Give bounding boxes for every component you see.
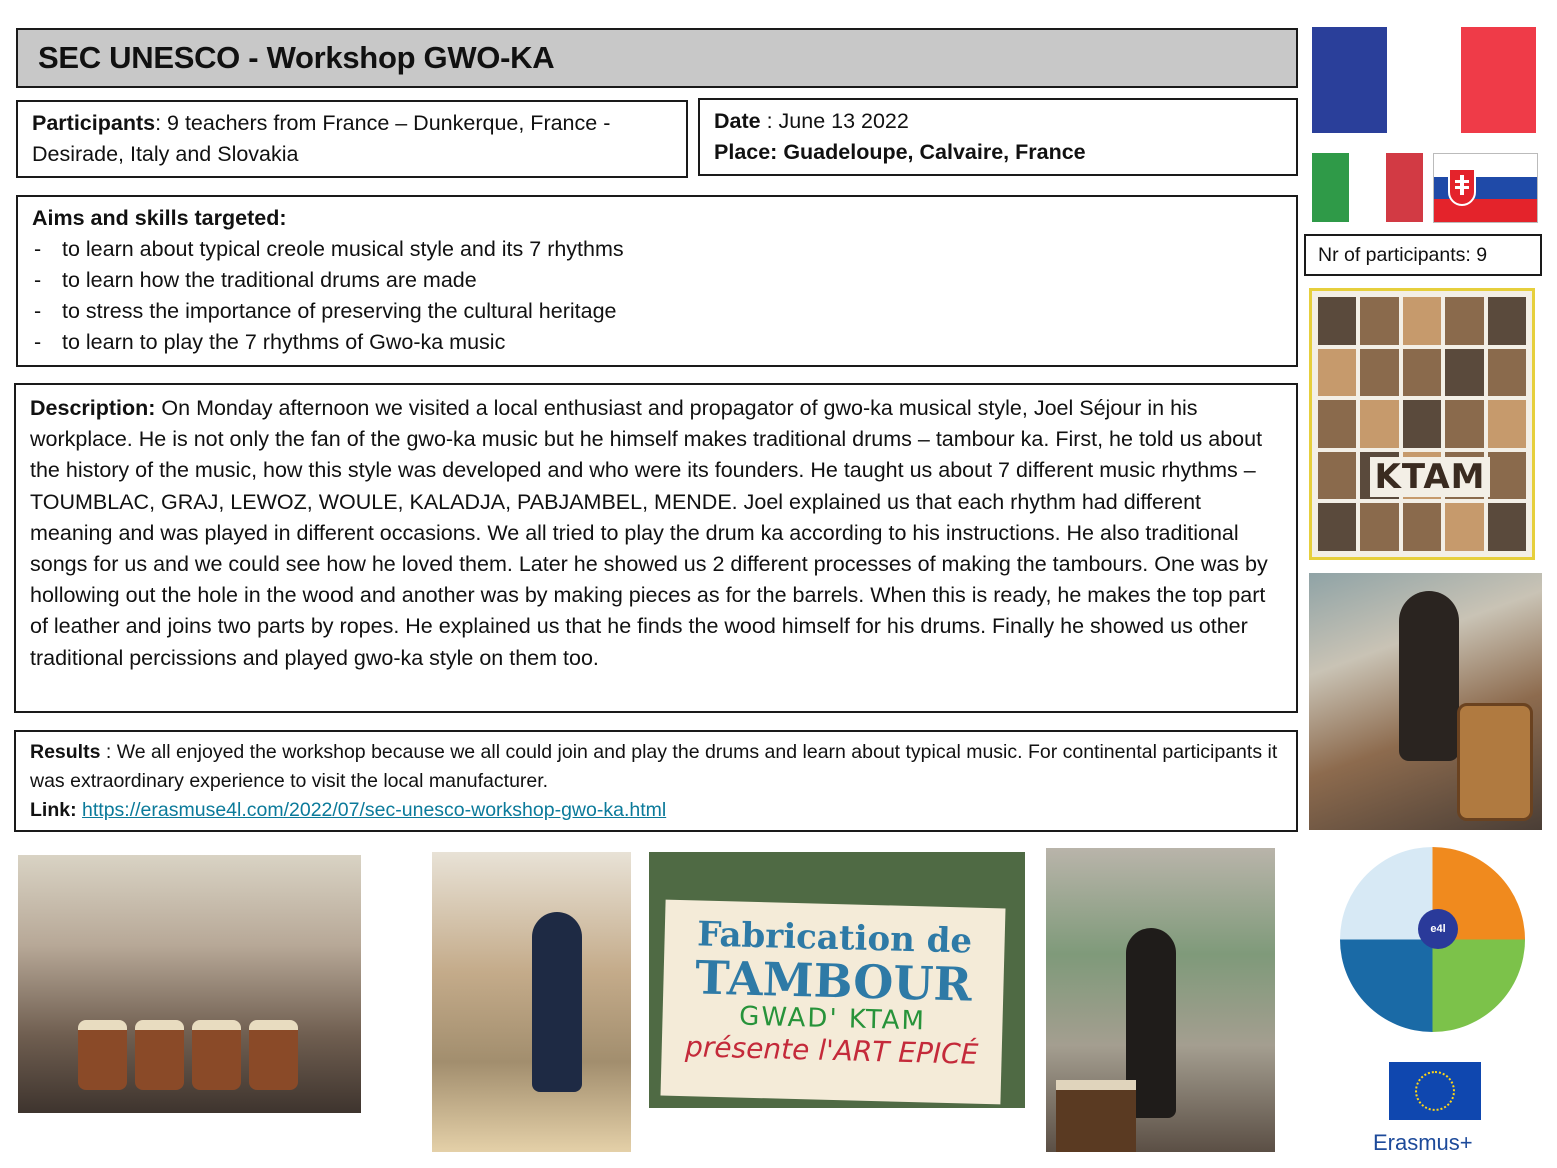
- e4l-logo-center: e4l: [1418, 909, 1458, 949]
- sign-line-4: présente l'ART EPICÉ: [684, 1030, 979, 1071]
- aims-box: [16, 195, 1298, 367]
- drum-shape: [1056, 1080, 1136, 1152]
- nr-participants-box: [1304, 234, 1542, 276]
- description-label: Description:: [30, 396, 156, 420]
- date-value: : June 13 2022: [760, 109, 909, 133]
- participants-label: Participants: [32, 111, 156, 135]
- results-text: : We all enjoyed the workshop because we all could join and play the drums and learn about typical music. For continental participants it was extraordinary experience to visit the local manufacturer.: [30, 741, 1278, 792]
- workshop-room-photo: [432, 852, 631, 1152]
- tambour-sign: [660, 900, 1005, 1105]
- drum-row: [78, 1020, 298, 1090]
- date-place-box: [698, 98, 1298, 176]
- italy-flag: [1312, 153, 1423, 222]
- demonstration-photo: [1046, 848, 1275, 1152]
- wooden-drum-shape: [1457, 703, 1533, 821]
- aims-heading: Aims and skills targeted:: [32, 206, 287, 230]
- ktam-poster-photo: [1309, 288, 1535, 560]
- sign-line-3: GWAD' KTAM: [738, 1001, 927, 1037]
- ktam-label: KTAM: [1370, 457, 1490, 497]
- sign-line-1: Fabrication de: [696, 914, 973, 962]
- participants-box: [16, 100, 688, 178]
- drum-maker-photo: [1309, 573, 1542, 830]
- drum-maker-figure: [1399, 591, 1459, 761]
- e4l-logo: [1340, 847, 1525, 1032]
- group-drumming-photo: [18, 855, 361, 1113]
- list-item: - to learn how the traditional drums are made: [32, 265, 1282, 296]
- title-bar: [16, 28, 1298, 88]
- place-line: [714, 137, 1282, 168]
- tambour-sign-photo: [649, 852, 1025, 1108]
- erasmus-plus-logo-text: Erasmus+: [1373, 1130, 1473, 1155]
- participants-text: : 9 teachers from France – Dunkerque, France - Desirade, Italy and Slovakia: [32, 111, 611, 166]
- date-line: [714, 106, 1282, 137]
- description-text: On Monday afternoon we visited a local enthusiast and propagator of gwo-ka musical style, Joel Séjour in his workplace. He is not only the fan of the gwo-ka music but he himself makes traditional drums – tambour ka. First, he told us about the history of the music, how this style was developed and who were its founders. He taught us about 7 different music rhythms – TOUMBLAC, GRAJ, LEWOZ, WOULE, KALADJA, PABJAMBEL, MENDE. Joel explained us that each rhythm had different meaning and was played in different occasions. We all tried to play the drum ka according to his instructions. He also traditional songs for us and we could see how he loved them. Later he showed us 2 different processes of making the tambours. One was by hollowing out the hole in the wood and another was by making pieces as for the barrels. When this is ready, he makes the top part of leather and joins two parts by ropes. He explained us that he finds the wood himself for his drums. Finally he showed us other traditional percissions and played gwo-ka style on them too.: [30, 396, 1268, 670]
- slovakia-flag: [1433, 153, 1538, 223]
- list-item: - to learn to play the 7 rhythms of Gwo-ka music: [32, 327, 1282, 358]
- date-label: Date: [714, 109, 761, 133]
- musician-figure: [532, 912, 582, 1092]
- page-title: SEC UNESCO - Workshop GWO-KA: [38, 40, 555, 75]
- eu-flag-icon: [1389, 1062, 1481, 1120]
- description-box: [14, 383, 1298, 713]
- aims-list: [32, 234, 1282, 358]
- link-label: Link:: [30, 799, 77, 821]
- place-text: Place: Guadeloupe, Calvaire, France: [714, 140, 1086, 164]
- list-item: - to stress the importance of preserving the cultural heritage: [32, 296, 1282, 327]
- list-item: - to learn about typical creole musical style and its 7 rhythms: [32, 234, 1282, 265]
- poster-photo-grid: [1318, 297, 1526, 551]
- nr-participants-text: Nr of participants: 9: [1318, 244, 1488, 266]
- eu-stars-icon: [1415, 1071, 1455, 1111]
- results-box: [14, 730, 1298, 832]
- slovakia-coat-of-arms-icon: [1448, 168, 1476, 206]
- france-flag: [1312, 27, 1536, 133]
- results-link[interactable]: https://erasmuse4l.com/2022/07/sec-unesco-workshop-gwo-ka.html: [82, 799, 667, 821]
- results-label: Results: [30, 741, 101, 763]
- sign-line-2: TAMBOUR: [694, 950, 973, 1012]
